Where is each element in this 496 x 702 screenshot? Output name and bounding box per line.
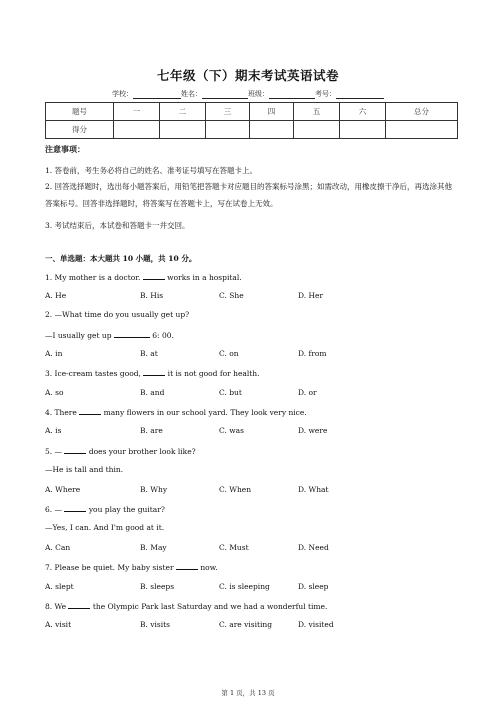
section1-heading-prefix: 一、单选题：本大题共 — [45, 254, 123, 263]
option-b[interactable]: B. and — [140, 388, 165, 397]
note-item-1: 1. 答卷前，考生务必将自己的姓名、准考证号填写在答题卡上。 — [45, 166, 258, 175]
question-2-response — [45, 330, 174, 340]
score-row-label: 得分 — [46, 121, 114, 139]
question-7 — [45, 562, 218, 572]
student-info-line — [0, 89, 496, 99]
section1-question-count: 10 — [122, 254, 134, 263]
question-1 — [45, 272, 242, 282]
section1-heading-suffix: 分。 — [178, 254, 197, 263]
exam-number-blank — [336, 90, 384, 99]
score-cell — [250, 121, 294, 139]
score-cell — [206, 121, 250, 139]
note-item-2: 2. 回答选择题时，选出每小题答案后，用铅笔把答题卡对应题目的答案标号涂黑；如需改动，用橡皮擦干净后，再选涂其他答案标号。回答非选择题时，将答案写在答题卡上，写在试卷上无效。 — [45, 182, 453, 208]
option-b[interactable]: B. at — [140, 349, 158, 358]
note-item-3: 3. 考试结束后，本试卷和答题卡一并交回。 — [45, 221, 190, 230]
answer-blank — [64, 446, 86, 454]
score-header-cell: 四 — [250, 103, 294, 121]
option-a[interactable]: A. Can — [45, 543, 71, 552]
name-label: 姓名： — [181, 90, 202, 98]
question-text: —I usually get up — [45, 331, 114, 340]
question-text: now. — [197, 563, 218, 572]
option-c[interactable]: C. She — [219, 291, 244, 300]
option-c[interactable]: C. was — [219, 426, 244, 435]
option-a[interactable]: A. Where — [45, 485, 81, 494]
option-b[interactable]: B. His — [140, 291, 164, 300]
option-c[interactable]: C. on — [219, 349, 239, 358]
question-4 — [45, 407, 307, 417]
score-header-cell: 一 — [114, 103, 160, 121]
notes-heading: 注意事项： — [45, 144, 85, 154]
option-a[interactable]: A. He — [45, 291, 67, 300]
option-d[interactable]: D. Need — [298, 543, 329, 552]
answer-blank — [79, 407, 101, 415]
option-b[interactable]: B. visits — [140, 620, 171, 629]
section1-heading-mid: 小题，共 — [133, 254, 169, 263]
score-table — [45, 102, 458, 139]
score-cell — [160, 121, 206, 139]
section1-points: 10 — [168, 254, 179, 263]
question-8 — [45, 601, 327, 611]
option-b[interactable]: B. May — [140, 543, 167, 552]
question-text: the Olympic Park last Saturday and we had a wonderful time. — [90, 602, 328, 611]
question-5-response: —He is tall and thin. — [45, 465, 124, 474]
option-a[interactable]: A. so — [45, 388, 64, 397]
option-d[interactable]: D. from — [298, 349, 327, 358]
question-text: 1. My mother is a doctor. — [45, 273, 143, 282]
score-table-score-row — [46, 121, 458, 139]
answer-blank — [68, 601, 90, 609]
option-a[interactable]: A. in — [45, 349, 63, 358]
option-d[interactable]: D. were — [298, 426, 328, 435]
score-cell — [340, 121, 386, 139]
exam-number-label: 考号： — [315, 90, 336, 98]
question-text: it is not good for health. — [165, 369, 260, 378]
option-c[interactable]: C. When — [219, 485, 252, 494]
class-label: 班级： — [248, 90, 269, 98]
score-header-cell: 五 — [294, 103, 340, 121]
question-text: 3. Ice-cream tastes good, — [45, 369, 144, 378]
answer-blank — [176, 562, 198, 570]
question-text: 7. Please be quiet. My baby sister — [45, 563, 176, 572]
school-blank — [133, 90, 181, 99]
question-text: does your brother look like? — [86, 447, 196, 456]
exam-title: 七年级（下）期末考试英语试卷 — [156, 68, 339, 83]
answer-blank — [114, 330, 150, 338]
answer-blank — [143, 272, 165, 280]
answer-blank — [64, 504, 86, 512]
score-header-cell: 二 — [160, 103, 206, 121]
option-a[interactable]: A. slept — [45, 582, 74, 591]
option-b[interactable]: B. sleeps — [140, 582, 175, 591]
option-c[interactable]: C. but — [219, 388, 242, 397]
name-blank — [202, 90, 248, 99]
option-d[interactable]: D. or — [298, 388, 317, 397]
option-d[interactable]: D. sleep — [298, 582, 329, 591]
question-text: 8. We — [45, 602, 69, 611]
option-d[interactable]: D. Her — [298, 291, 324, 300]
score-header-cell: 六 — [340, 103, 386, 121]
score-header-cell: 总分 — [386, 103, 458, 121]
page-footer: 第 1 页，共 13 页 — [221, 689, 275, 697]
option-a[interactable]: A. visit — [45, 620, 72, 629]
option-c[interactable]: C. Must — [219, 543, 249, 552]
question-text: 4. There — [45, 408, 80, 417]
score-cell — [114, 121, 160, 139]
option-c[interactable]: C. are visiting — [219, 620, 273, 629]
question-text: 6: 00. — [149, 331, 174, 340]
question-5 — [45, 446, 196, 456]
question-6-response: —Yes, I can. And I'm good at it. — [45, 523, 165, 532]
question-text: 6. — — [45, 505, 65, 514]
option-b[interactable]: B. Why — [140, 485, 168, 494]
score-header-cell: 题号 — [46, 103, 114, 121]
score-cell — [294, 121, 340, 139]
section1-heading — [45, 253, 196, 264]
question-6 — [45, 504, 165, 514]
question-text: you play the guitar? — [86, 505, 165, 514]
option-d[interactable]: D. visited — [298, 620, 334, 629]
option-c[interactable]: C. is sleeping — [219, 582, 270, 591]
score-header-cell: 三 — [206, 103, 250, 121]
option-d[interactable]: D. What — [298, 485, 329, 494]
question-text: works in a hospital. — [164, 273, 242, 282]
option-a[interactable]: A. is — [45, 426, 62, 435]
school-label: 学校： — [112, 90, 133, 98]
score-cell — [386, 121, 458, 139]
class-blank — [269, 90, 315, 99]
question-text: many flowers in our school yard. They look very nice. — [101, 408, 307, 417]
question-text: 5. — — [45, 447, 65, 456]
option-b[interactable]: B. are — [140, 426, 163, 435]
answer-blank — [143, 368, 165, 376]
question-2: 2. —What time do you usually get up? — [45, 310, 190, 319]
question-3 — [45, 368, 260, 378]
score-table-header-row — [46, 103, 458, 121]
